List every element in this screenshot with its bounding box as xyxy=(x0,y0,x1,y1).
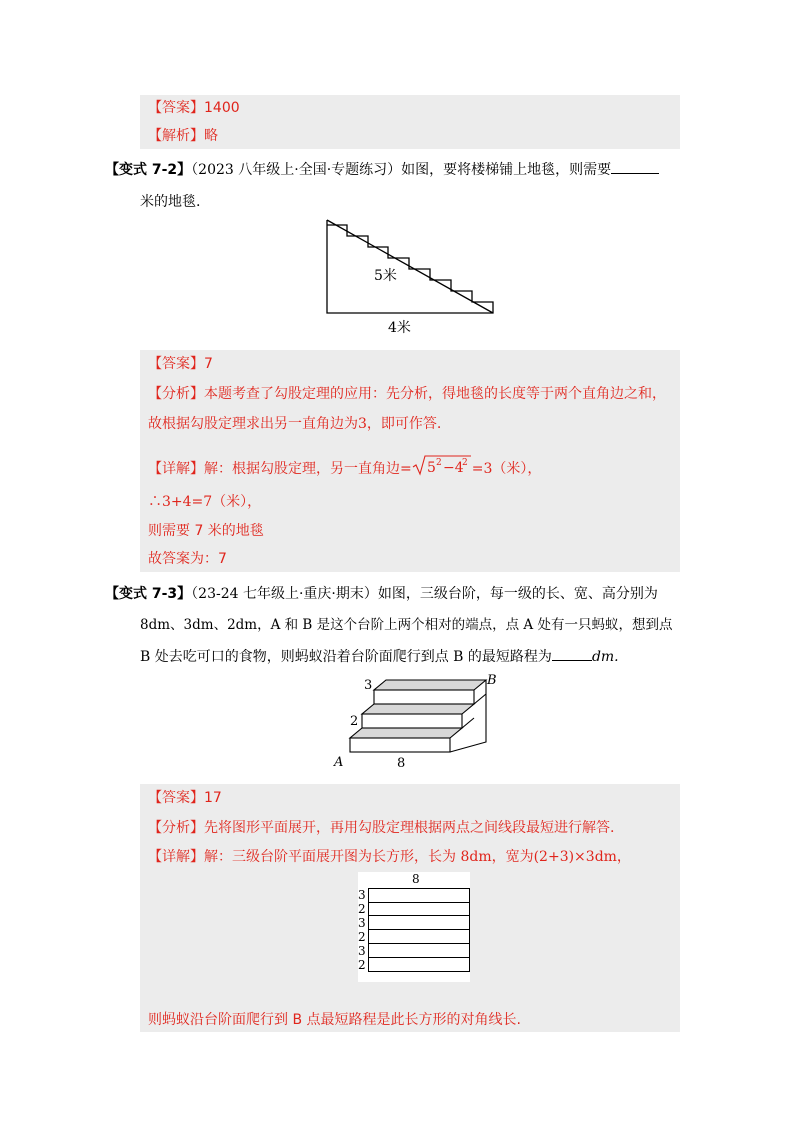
need-line: 则需要 7 米的地毯 xyxy=(148,523,264,539)
answer-blank xyxy=(552,660,592,661)
question-7-2-line1 xyxy=(105,160,659,180)
answer-tag: 【答案】 xyxy=(148,356,204,372)
net-row-box xyxy=(368,958,470,972)
sqrt-expression xyxy=(412,454,472,482)
label-B: B xyxy=(487,673,497,688)
question-text: B 处去吃可口的食物，则蚂蚁沿着台阶面爬行到点 B 的最短路程为 xyxy=(140,649,552,665)
xiangjie-tag: 【详解】 xyxy=(148,849,204,865)
question-source: （23-24 七年级上·重庆·期末） xyxy=(191,586,378,602)
hyp-label: 5米 xyxy=(374,268,397,284)
net-row-box xyxy=(368,902,470,916)
xiangjie-eq: =3（米）， xyxy=(471,461,542,477)
answer-value: 1400 xyxy=(204,100,240,116)
net-row-box xyxy=(368,930,470,944)
net-row xyxy=(358,944,470,958)
stair-figure xyxy=(320,218,500,338)
analysis-tag: 【解析】 xyxy=(148,128,204,144)
net-top-label: 8 xyxy=(412,872,420,886)
net-row-box xyxy=(368,888,470,903)
label-3: 3 xyxy=(364,678,373,693)
svg-text:−4: −4 xyxy=(442,460,464,476)
xiangjie-tag: 【详解】 xyxy=(148,461,204,477)
base-label: 4米 xyxy=(388,320,411,336)
question-source: （2023 八年级上·全国·专题练习） xyxy=(191,162,402,178)
fenxi-text: 先将图形平面展开，再用勾股定理根据两点之间线段最短进行解答. xyxy=(204,820,615,836)
label-8: 8 xyxy=(397,756,406,771)
answer-blank xyxy=(611,173,659,174)
fenxi-tag: 【分析】 xyxy=(148,386,204,402)
net-row xyxy=(358,902,470,916)
fenxi-text: 本题考查了勾股定理的应用：先分析，得地毯的长度等于两个直角边之和， xyxy=(204,386,666,402)
svg-text:5: 5 xyxy=(426,460,436,476)
answer-tag: 【答案】 xyxy=(148,790,204,806)
net-row-label: 3 xyxy=(358,888,366,902)
fenxi-line1 xyxy=(148,384,666,404)
fenxi-line2: 故根据勾股定理求出另一直角边为3，即可作答. xyxy=(148,416,442,432)
svg-text:2: 2 xyxy=(461,458,468,468)
unfolded-net-figure xyxy=(358,872,470,982)
net-row-box xyxy=(368,944,470,958)
final-line: 故答案为：7 xyxy=(148,551,227,567)
stair-hypotenuse xyxy=(327,220,493,313)
question-text: 如图，要将楼梯铺上地毯，则需要 xyxy=(401,162,612,178)
answer-tag: 【答案】 xyxy=(148,100,204,116)
question-7-2-line2: 米的地毯. xyxy=(140,194,201,210)
net-row xyxy=(358,888,470,902)
xiangjie-line xyxy=(148,847,631,867)
answer-line xyxy=(148,354,213,374)
net-row xyxy=(358,916,470,930)
net-row-label: 3 xyxy=(358,944,366,958)
question-text: 如图，三级台阶，每一级的长、宽、高分别为 xyxy=(377,586,658,602)
net-row-box xyxy=(368,916,470,930)
conclusion-line: 则蚂蚁沿台阶面爬行到 B 点最短路程是此长方形的对角线长. xyxy=(148,1012,521,1028)
label-A: A xyxy=(334,755,344,770)
label-2: 2 xyxy=(350,714,359,729)
net-row-label: 2 xyxy=(358,930,366,944)
analysis-line xyxy=(148,126,218,146)
net-row xyxy=(358,958,470,972)
answer-line xyxy=(148,98,240,118)
question-7-3-line1 xyxy=(105,584,658,604)
net-row-label: 2 xyxy=(358,902,366,916)
therefore-line: ∴3+4=7（米）， xyxy=(148,494,262,510)
question-tag: 【变式 7-3】 xyxy=(105,586,192,602)
fenxi-tag: 【分析】 xyxy=(148,820,204,836)
net-row-label: 3 xyxy=(358,916,366,930)
net-row-label: 2 xyxy=(358,958,366,972)
three-step-figure xyxy=(330,672,500,772)
question-7-3-line2: 8dm、3dm、2dm，A 和 B 是这个台阶上两个相对的端点，点 A 处有一只蚂蚁，想到点 xyxy=(140,617,673,633)
unit: dm. xyxy=(591,649,619,665)
question-tag: 【变式 7-2】 xyxy=(105,162,192,178)
svg-text:2: 2 xyxy=(435,458,442,468)
answer-value: 7 xyxy=(204,356,213,372)
answer-value: 17 xyxy=(204,790,222,806)
net-row xyxy=(358,930,470,944)
analysis-value: 略 xyxy=(204,128,218,144)
fenxi-line xyxy=(148,818,614,838)
xiangjie-text: 解：三级台阶平面展开图为长方形，长为 8dm，宽为(2+3)×3dm， xyxy=(204,849,631,865)
answer-line xyxy=(148,788,222,808)
xiangjie-line xyxy=(148,454,541,482)
xiangjie-text: 解：根据勾股定理，另一直角边= xyxy=(204,461,412,477)
question-7-3-line3 xyxy=(140,647,619,667)
